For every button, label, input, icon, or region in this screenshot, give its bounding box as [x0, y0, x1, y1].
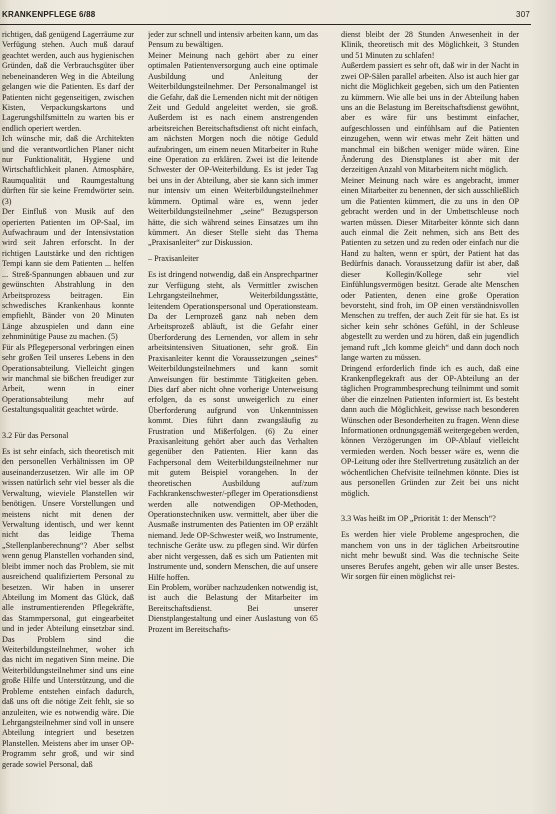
header-rule	[0, 24, 531, 25]
paragraph: Für als Pflegepersonal verbringen einen sehr großen Teil unseres Lebens in den Operationsabteilung. Vielleicht gingen wir manchmal sie bißchen freudiger zur Arbeit, wenn in einer Operationsabteilung mehr auf Gestaltungsqualität geachtet würde.	[2, 342, 134, 415]
section-heading: – Praxisanleiter	[148, 253, 199, 263]
paragraph: Es ist sehr einfach, sich theoretisch mit den personellen Verhältnissen im OP auseinanderzusetzen. Wir alle im OP wissen natürlich sehr viel besser als die Verwaltung, wieviele Planstellen wir benötigen. Unsere Vorstellungen und meistens nicht mit denen der Verwaltung identisch, und wer kennt nicht das leidige Thema „Stellenplanberechnung“? Aber selbst wenn genug Planstellen vorhanden sind, bleibt immer noch das Problem, sie mit ausreichend qualifiziertem Personal zu besetzen. Wir haben in unserer Abteilung im Moment das Glück, daß alle instrumentierenden Pflegekräfte, das Stammpersonal, gut eingearbeitet und in jeder Abteilung einsetzbar sind. Das Problem sind die Weiterbildungsteilnehmer, woher ich das nicht im negativen Sinn meine. Die Weiterbildungsteilnehmer sind uns eine große Hilfe und Unterstützung, und die Probleme entstehen einfach dadurch, daß uns oft die nötige Zeit fehlt, sie so anzuleiten, wie es notwendig wäre. Die Lehrgangsteilnehmer sind voll in unsere Abteilung integriert und besetzen Planstellen. Meistens aber im unser OP-Programm sehr groß, und wir sind gerade sowiel Personal, daß	[2, 447, 134, 769]
paragraph: Es ist dringend notwendig, daß ein Ansprechpartner zur Verfügung steht, als Vermittler zwischen Lehrgangsteilnehmer, Weiterbildungsstätte, leitendem Operationspersonal und Operationsteam. Da der Lernprozeß ganz nah neben dem Arbeitsprozeß abläuft, ist die Gefahr einer Überforderung des Lernenden, vor allem in sehr arbeitsintensiven Situationen, sehr groß. Ein Praxisanleiter kennt die Voraussetzungen „seines“ Weiterbildungsteilnehmers und kann somit Anweisungen für bestimmte Tätigkeiten geben. Dies darf aber nicht ohne vorherige Unterweisung erfolgen, da es sonst unweigerlich zu einer Überforderung aufgrund von Unkenntnissen kommt. Dies führt dann zwangsläufig zu Frustration und Mißerfolgen. (6) Zu einer Praxisanleitung gehört aber auch das Verhalten gegenüber den Patienten. Hier kann das Fachpersonal dem Weiterbildungsteilnehmer nur mit gutem Beispiel vorangehen. In der theoretischen Ausbildung auf/zum Fachkrankenschwester/-pfleger im Operationsdienst werden alle notwendigen OP-Methoden, Operationstechniken usw. vermittelt, aber über die Ausmaße instrumenten des Patienten im OP erzählt niemand. Jede OP-Schwester weiß, wo Instrumente, technische Geräte usw. zu pflegen sind. Wir dürfen aber nicht vergessen, daß es sich um Patienten mit Instrumente und, sondern Menschen, die auf unsere Hilfe hoffen.	[148, 270, 318, 582]
paragraph: Meiner Meinung nach wäre es angebracht, immer einen Mitarbeiter zu benennen, der sich ausschließlich um die Patienten kümmert, die zu uns in den OP gebracht werden und in der Umbettschleuse noch warten müssen. Dieser Mitarbeiter könnte sich dann auch einmal die Zeit nehmen, sich ans Bett des Patienten zu setzen und zu reden oder einfach nur die Hand zu halten, wenn er spürt, der Patient hat das Bedürfnis danach. Voraussetzung dafür ist aber, daß dieser Kollegin/Kollege sehr viel Einfühlungsvermögen besitzt. Gerade alte Menschen oder Patienten, denen eine große Operation bevorsteht, sind froh, im OP einen verständnisvollen Menschen zu treffen, der auch Zeit für sie hat. Es ist sicher kein sehr schönes Gefühl, in der Schleuse abgestellt zu werden und zu hören, daß ein jugendlich jemand ruft „Ich komme gleich“ und dann doch noch lange warten zu müssen.	[341, 175, 519, 363]
page-number: 307	[516, 10, 530, 19]
paragraph: Meiner Meinung nach gehört aber zu einer optimalen Patientenversorgung auch eine optimale Ausbildung und Anleitung der Weiterbildungsteilnehmer. Der Personalmangel ist die Gefahr, daß die Lernenden nicht mit der nötigen Zeit und Geduld angeleitet werden, sie groß. Außerdem ist es nach einem anstrengenden arbeitsreichen Bereitschaftsdienst oft nicht einfach, am nächsten Morgen noch die nötige Geduld aufzubringen, um einem neuen Mitarbeiter in Ruhe eine Operation zu erklären. Zwei ist die leitende Schwester der OP-Weiterbildung. Es ist jeder Tag bei uns in der Abteilung, aber sie kann sich immer nur intensiv um einen Weiterbildungsteilnehmer kümmern. Optimal wäre es, wenn jeder Weiterbildungsteilnehmer „seine“ Bezugsperson hätte, die sich während seines Einsatzes um ihn kümmert. An dieser Stelle sieht das Thema „Praxisanleiter“ zur Diskussion.	[148, 50, 318, 248]
section-heading: 3.3 Was heißt im OP „Priorität 1: der Mensch“?	[341, 513, 496, 523]
spacer	[341, 499, 519, 509]
paragraph: Ich wünsche mir, daß die Architekten und die verantwortlichen Planer nicht nur Funktionalität, Hygiene und Wirtschaftlichkeit planen. Atmosphäre, Raumqualität und Raumgestaltung dürften für sie keine Fremdwörter sein. (3)	[2, 134, 134, 206]
paragraph: Der Einfluß von Musik auf den operierten Patienten im OP-Saal, im Aufwachraum und der Intensivstation wird seit Jahren erforscht. In der richtigen Lautstärke und den richtigen Tempi kann sie dem Patienten ... helfen ... Streß-Spannungen abbauen und zur gewünschten Abstrahlung in den Arbeitsprozess beitragen. Ein schwedisches Krankenhaus konnte empfiehlt, Bänder von 20 Minuten Länge abzuspielen und dann eine zehnminütige Pause zu machen. (5)	[2, 207, 134, 342]
journal-title: KRANKENPFLEGE 6/88	[2, 10, 96, 19]
text-column-3	[341, 30, 519, 806]
paragraph: Außerdem passiert es sehr oft, daß wir in der Nacht in zwei OP-Sälen parallel arbeiten. Also ist auch hier gar nicht die Möglichkeit gegeben, sich um den Patienten zu kümmern. Wie alle bei uns in der Abteilung haben uns an die Belastung im Bereitschaftsdienst gewöhnt, aber es wäre für uns bestimmt einfacher, aufgeschlossen und einfühlsam auf die Patienten einzugehen, wenn wir etwas mehr Zeit hätten und manchmal ein bißchen weniger müde wären. Eine Änderung des Dienstplanes ist aber mit der derzeitigen Anzahl von Mitarbeitern nicht möglich.	[341, 61, 519, 175]
paragraph: richtigen, daß genügend Lagerräume zur Verfügung stehen. Auch muß darauf geachtet werden, auch aus hygienischen Gründen, daß die Verbrauchsgüter über nebeneinanderen Weg in die Abteilung gelangen wie die Patienten. Es darf der Patienten nicht gegenseitigen, zwischen Kisten, Verpackungskartons und Lagerungshilfsmitteln zu warten bis er endlich operiert werden.	[2, 30, 134, 133]
paragraph: Es werden hier viele Probleme angesprochen, die manchem von uns in der täglichen Arbeitsroutine nicht mehr bewußt sind. Was die technische Seite unseres Berufes angeht, geben wir alle unser Bestes. Wir sorgen für einen möglichst rei-	[341, 530, 519, 582]
page-shadow	[530, 0, 556, 814]
running-header	[0, 10, 530, 24]
section-heading: 3.2 Für das Personal	[2, 430, 69, 440]
paragraph: Dringend erforderlich finde ich es auch, daß eine Krankenpflegekraft aus der OP-Abteilung an der täglichen Programmbesprechung teilnimmt und somit über die einzelnen Patienten informiert ist. Es besteht dann auch die Möglichkeit, gewisse nach besonderen Wünschen oder Besonderheiten zu fragen. Wenn diese Informationen ordnungsgemäß weitergegeben werden, können Verzögerungen im OP-Ablauf vielleicht vermieden werden. Noch besser wäre es, wenn die OP-Leitung oder ihre Stellvertretung zusätzlich an der wöchentlichen Chefvisite teilnehmen könnte. Dies ist aus personellen Gründen zur Zeit bei uns nicht möglich.	[341, 363, 519, 498]
paragraph: Ein Problem, worüber nachzudenken notwendig ist, ist auch die Belastung der Mitarbeiter im Bereitschaftsdienst. Bei unserer Dienstplangestaltung und einer Auslastung von 65 Prozent im Bereitschafts-	[148, 582, 318, 634]
text-column-2	[148, 30, 318, 806]
spacer	[2, 416, 134, 426]
paragraph: dienst bleibt der 28 Stunden Anwesenheit in der Klinik, theoretisch mit des Möglichkeit, 3 Stunden und 51 Minuten zu schlafen!	[341, 30, 519, 60]
text-column-1	[2, 30, 134, 806]
paragraph: jeder zur schnell und intensiv arbeiten kann, um das Pensum zu bewältigen.	[148, 30, 318, 50]
